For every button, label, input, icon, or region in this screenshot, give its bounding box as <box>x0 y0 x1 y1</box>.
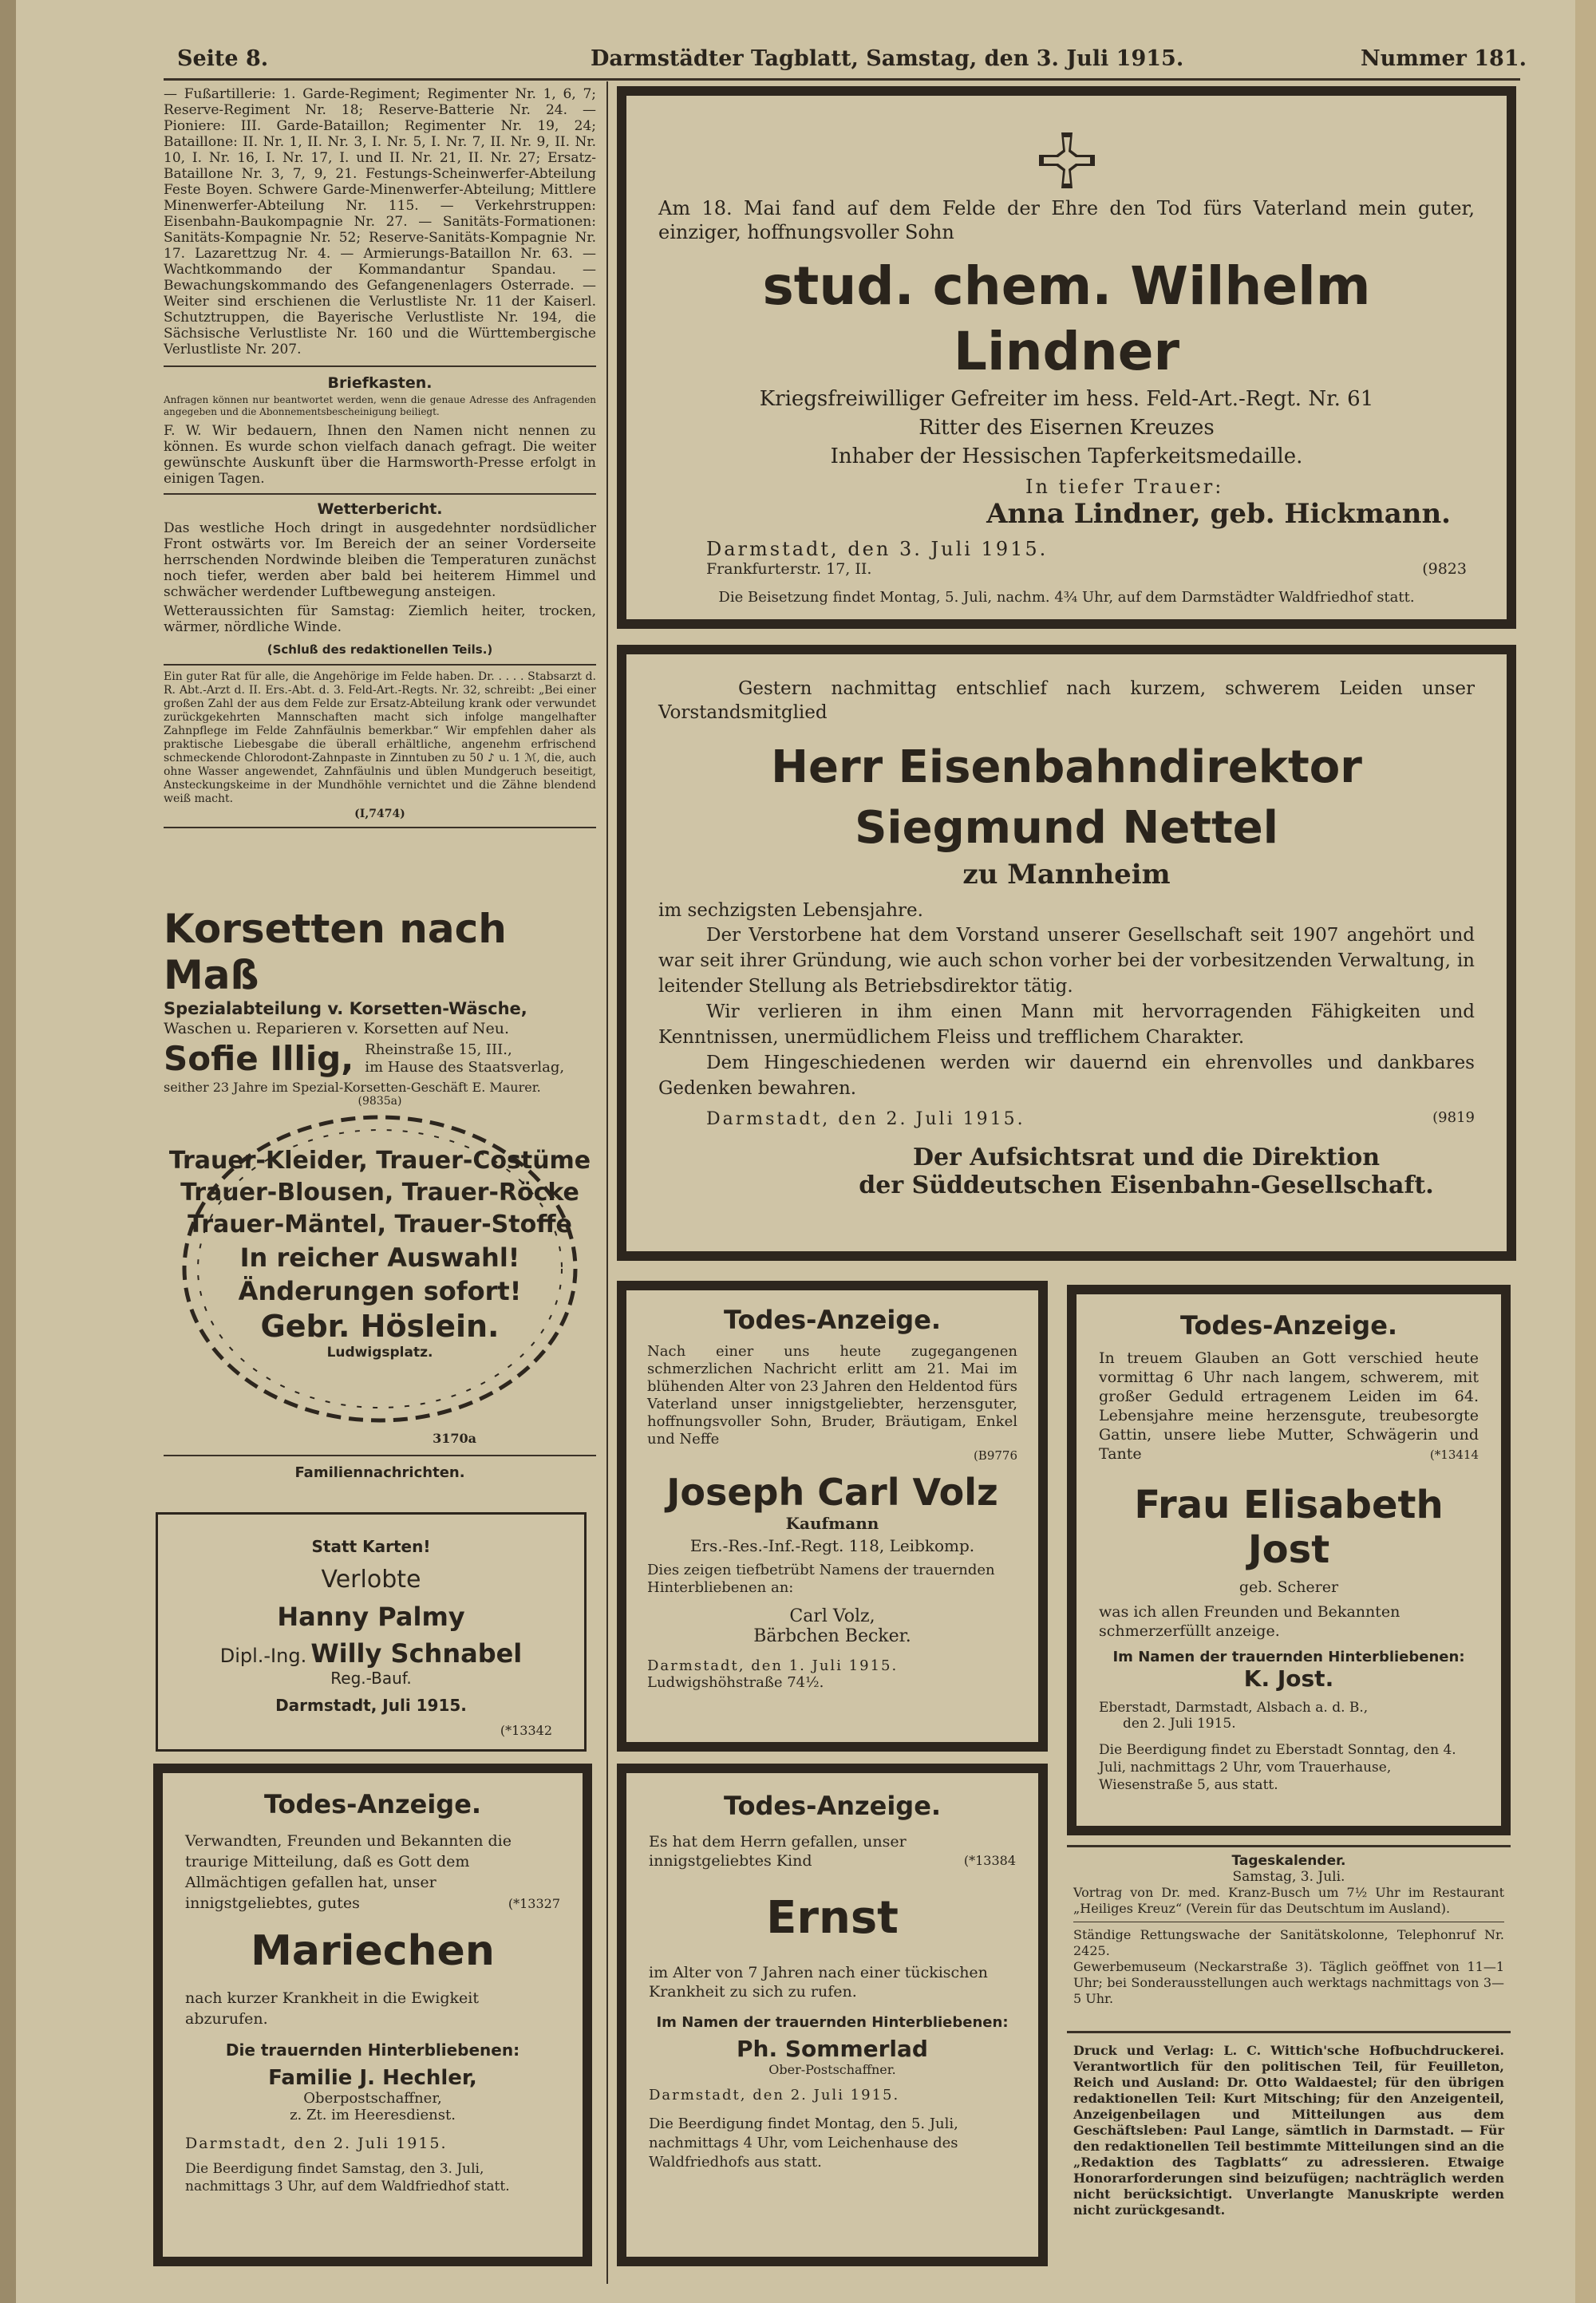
divider <box>164 365 596 367</box>
lindner-line3: Inhaber der Hessischen Tapferkeitsmedaille. <box>830 444 1303 468</box>
korsetten-line2: Waschen u. Reparieren v. Korsetten auf Neu. <box>164 1020 510 1037</box>
nettel-p3: Dem Hingeschiedenen werden wir dauernd ein ehrenvolles und dankbares Gedenken bewahren. <box>658 1053 1475 1099</box>
briefkasten-note: Anfragen können nur beantwortet werden, wenn die genaue Adresse des Anfragenden angegeben und die Abonnementsbescheinigung beiliegt. <box>164 394 596 417</box>
issue-number: Nummer 181. <box>1361 46 1527 71</box>
ernst-code: (*13384 <box>963 1853 1016 1868</box>
masthead-line: Darmstädter Tagblatt, Samstag, den 3. Juli 1915. <box>591 46 1184 71</box>
nettel-code: (9819 <box>1432 1109 1475 1126</box>
kalender-title: Tageskalender. <box>1231 1853 1346 1869</box>
ernst-text2: im Alter von 7 Jahren nach einer tückischen Krankheit zu sich zu rufen. <box>649 1964 988 2001</box>
lindner-addr: Frankfurterstr. 17, II. <box>706 560 872 578</box>
lindner-trauer: In tiefer Trauer: <box>1025 476 1224 498</box>
hechler-trauernd: Die trauernden Hinterbliebenen: <box>225 2040 520 2060</box>
verlobte-place: Darmstadt, Juli 1915. <box>275 1696 467 1715</box>
korsetten-code: (9835a) <box>358 1095 402 1108</box>
trauer-line4: In reicher Auswahl! <box>239 1242 520 1273</box>
briefkasten-text: F. W. Wir bedauern, Ihnen den Namen nicht nennen zu können. Es wurde schon vielfach danach gefragt. Die weiter gewünschte Auskunft über die Harmsworth-Presse erfolgt in einigen Tagen. <box>164 423 596 487</box>
hechler-text: Verwandten, Freunden und Bekannten die traurige Mitteilung, daß es Gott dem Allmächtigen gefallen hat, unser innigstgeliebtes, gutes <box>185 1832 512 1912</box>
verlobte-name2: Willy Schnabel <box>310 1638 523 1669</box>
volz-title: Todes-Anzeige. <box>723 1305 942 1335</box>
impressum: Druck und Verlag: L. C. Wittich'sche Hofbuchdruckerei. Verantwortlich für den politischen Teil, für Feuilleton, Reich und Ausland: Dr. Otto Waldaestel; für den übrigen redaktionellen Teil: Kurt Mitsching; für den Anzeigenteil, Anzeigenbeilagen und Mitteilungen aus dem Geschäftsleben: Paul Lange, sämtlich in Darmstadt. — Für den redaktionellen Teil bestimmte Mitteilungen sind an die „Redaktion des Tagblatts“ zu adressieren. Etwaige Honorarforderungen sind beizufügen; nachträglich werden nicht berücksichtigt. Unverlangte Manuskripte werden nicht zurückgesandt. <box>1073 2043 1504 2218</box>
trauer-place: Ludwigsplatz. <box>326 1345 433 1361</box>
lindner-place: Darmstadt, den 3. Juli 1915. <box>706 538 1049 560</box>
jost-sig: K. Jost. <box>1243 1665 1334 1692</box>
jost-name: Frau Elisabeth Jost <box>1134 1483 1444 1572</box>
nettel-sig2: der Süddeutschen Eisenbahn-Gesellschaft. <box>859 1171 1434 1199</box>
jost-imnamen: Im Namen der trauernden Hinterbliebenen: <box>1112 1649 1465 1665</box>
header-rule <box>164 78 1520 81</box>
ernst-name: Ernst <box>766 1892 899 1944</box>
ernst-sig: Ph. Sommerlad <box>737 2036 928 2062</box>
volz-sig1: Carl Volz, <box>789 1606 875 1626</box>
nettel-ort: zu Mannheim <box>962 859 1171 891</box>
trauer-firm: Gebr. Höslein. <box>260 1309 500 1344</box>
korsetten-title: Korsetten nach Maß <box>164 906 507 998</box>
left-binding-edge <box>0 0 16 2303</box>
left-column <box>164 86 596 833</box>
hechler-title: Todes-Anzeige. <box>263 1789 482 1819</box>
ernst-imnamen: Im Namen der trauernden Hinterbliebenen: <box>656 2014 1009 2031</box>
wetter-title: Wetterbericht. <box>317 500 443 518</box>
jost-notify: was ich allen Freunden und Bekannten schmerzerfüllt anzeige. <box>1099 1603 1400 1640</box>
jost-code: (*13414 <box>1429 1448 1479 1462</box>
nettel-place: Darmstadt, den 2. Juli 1915. <box>706 1109 1025 1129</box>
verlobte-name1: Hanny Palmy <box>277 1602 465 1632</box>
trauer-code: 3170a <box>433 1431 476 1446</box>
volz-regt: Ers.-Res.-Inf.-Regt. 118, Leibkomp. <box>689 1536 975 1555</box>
lindner-beisetzung: Die Beisetzung findet Montag, 5. Juli, nachm. 4¾ Uhr, auf dem Darmstädter Waldfriedhof statt. <box>718 589 1415 606</box>
korsetten-name: Sofie Illig, <box>164 1039 354 1078</box>
hechler-beerdigung: Die Beerdigung findet Samstag, den 3. Juli, nachmittags 3 Uhr, auf dem Waldfriedhof statt. <box>185 2161 510 2194</box>
lindner-mother: Anna Lindner, geb. Hickmann. <box>986 498 1451 530</box>
briefkasten-title: Briefkasten. <box>327 374 433 392</box>
nettel-p1: Der Verstorbene hat dem Vorstand unserer Gesellschaft seit 1907 angehört und war seit ihrer Gründung, wie auch schon vorher bei der vorbesitzenden Verwaltung, in leitender Stellung als Betriebsdirektor tätig. <box>658 925 1475 997</box>
volz-place: Darmstadt, den 1. Juli 1915. <box>647 1657 899 1674</box>
lindner-line2: Ritter des Eisernen Kreuzes <box>918 416 1215 440</box>
rat-code: (I,7474) <box>354 808 405 820</box>
volz-code: (B9776 <box>973 1448 1017 1463</box>
korsetten-line1: Spezialabteilung v. Korsetten-Wäsche, <box>164 999 527 1018</box>
iron-cross-icon <box>1039 132 1095 188</box>
lindner-line1: Kriegsfreiwilliger Gefreiter im hess. Feld-Art.-Regt. Nr. 61 <box>759 387 1374 411</box>
kalender-entry2: Ständige Rettungswache der Sanitätskolonne, Telephonruf Nr. 2425. <box>1073 1927 1504 1958</box>
volz-sig2: Bärbchen Becker. <box>753 1626 911 1646</box>
ernst-box <box>617 1764 1048 2266</box>
kalender-entry1: Vortrag von Dr. med. Kranz-Busch um 7½ Uhr im Restaurant „Heiliges Kreuz“ (Verein für das Deutschtum im Ausland). <box>1073 1885 1504 1916</box>
divider <box>164 493 596 495</box>
hechler-code: (*13327 <box>508 1896 560 1911</box>
kalender-date: Samstag, 3. Juli. <box>1232 1869 1345 1885</box>
nettel-intro: Gestern nachmittag entschlief nach kurzem, schwerem Leiden unser Vorstandsmitglied <box>658 678 1475 723</box>
hechler-name: Mariechen <box>251 1927 495 1975</box>
lindner-code: (9823 <box>1422 560 1467 578</box>
page-number: Seite 8. <box>177 46 269 71</box>
schluss-redaktion: (Schluß des redaktionellen Teils.) <box>267 642 493 657</box>
divider <box>1067 1845 1511 1847</box>
column-rule <box>606 81 608 2284</box>
jost-text: In treuem Glauben an Gott verschied heute vormittag 6 Uhr nach langem, schwerem, mit großer Geduld ertragenem Leiden im 64. Lebensjahre meine herzensgute, treubesorgte Gattin, unsere liebe Mutter, Schwägerin und Tante <box>1099 1349 1479 1463</box>
volz-addr: Ludwigshöhstraße 74½. <box>647 1674 824 1691</box>
trauer-line3: Trauer-Mäntel, Trauer-Stoffe <box>188 1211 572 1238</box>
hechler-role2: z. Zt. im Heeresdienst. <box>290 2107 456 2123</box>
volz-zeigen: Dies zeigen tiefbetrübt Namens der trauernden Hinterbliebenen an: <box>647 1562 995 1596</box>
hechler-place: Darmstadt, den 2. Juli 1915. <box>185 2135 448 2152</box>
trauer-line2: Trauer-Blousen, Trauer-Röcke <box>180 1179 579 1207</box>
nettel-alter: im sechzigsten Lebensjahre. <box>658 900 923 921</box>
trauer-line1: Trauer-Kleider, Trauer-Costüme <box>168 1147 591 1175</box>
hechler-box <box>153 1764 592 2266</box>
trauer-ad <box>164 1089 596 1448</box>
ernst-title: Todes-Anzeige. <box>723 1791 942 1821</box>
zahnpasta-rat: Ein guter Rat für alle, die Angehörige im Felde haben. Dr. . . . . Stabsarzt d. R. Abt.-Arzt d. II. Ers.-Abt. d. 3. Feld-Art.-Regts. Nr. 32, schreibt: „Bei einer großen Zahl der aus dem Felde zur Ersatz-Abteilung krank oder verwundet zurückgekehrten Mannschaften macht sich infolge mangelhafter Zahnpflege im Felde Zahnfäulnis bemerkbar.“ Wir empfehlen daher als praktische Liebesgabe die überall erhältliche, angenehm erfrischend schmeckende Chlorodont-Zahnpaste in Zinntuben zu 50 ♪ u. 1 ℳ, die, auch ohne Wasser angewendet, Zahnfäulnis und üblen Mundgeruch beseitigt, Ansteckungskeime in der Mundhöhle vernichtet und die Zähne blendend weiß macht. <box>164 670 596 805</box>
volz-box <box>617 1281 1048 1752</box>
verlobte-role: Reg.-Bauf. <box>330 1669 412 1688</box>
jost-date: den 2. Juli 1915. <box>1123 1716 1236 1732</box>
korsetten-ad <box>164 906 596 1108</box>
verlobte-title: Verlobte <box>321 1566 421 1594</box>
volz-name: Joseph Carl Volz <box>666 1471 998 1514</box>
ernst-beerdigung: Die Beerdigung findet Montag, den 5. Juli, nachmittags 4 Uhr, vom Leichenhause des Waldfriedhofs aus statt. <box>649 2115 958 2171</box>
wetter-aussicht: Wetteraussichten für Samstag: Ziemlich heiter, trocken, wärmer, nördliche Winde. <box>164 603 596 635</box>
nettel-sig1: Der Aufsichtsrat und die Direktion <box>912 1144 1381 1171</box>
divider <box>1067 2031 1511 2033</box>
jost-box <box>1067 1285 1511 1835</box>
wetter-text: Das westliche Hoch dringt in ausgedehnter nordsüdlicher Front ostwärts vor. Im Bereich der an seiner Vorderseite herrschenden Nordwinde bleiben die Temperaturen zunächst noch tiefer, werden aber bald bei heiterem Himmel und schwächer werdender Luftbewegung ansteigen. <box>164 520 596 600</box>
jost-place: Eberstadt, Darmstadt, Alsbach a. d. B., <box>1099 1700 1369 1716</box>
lindner-box <box>617 86 1516 629</box>
nettel-box <box>617 645 1516 1261</box>
verlobte-box <box>156 1512 587 1752</box>
volz-text: Nach einer uns heute zugegangenen schmerzlichen Nachricht erlitt am 21. Mai im blühenden Alter von 23 Jahren den Heldentod fürs Vaterland unser innigstgeliebter, herzensguter, hoffnungsvoller Sohn, Bruder, Bräutigam, Enkel und Neffe <box>647 1343 1017 1448</box>
hechler-text2: nach kurzer Krankheit in die Ewigkeit abzurufen. <box>185 1989 479 2028</box>
ernst-place: Darmstadt, den 2. Juli 1915. <box>649 2087 900 2104</box>
divider <box>164 664 596 666</box>
ernst-text: Es hat dem Herrn gefallen, unser innigstgeliebtes Kind <box>649 1833 907 1870</box>
hechler-family: Familie J. Hechler, <box>268 2066 477 2090</box>
kalender-entry3: Gewerbemuseum (Neckarstraße 3). Täglich geöffnet von 11—1 Uhr; bei Sonderausstellungen auch werktags nachmittags von 3—5 Uhr. <box>1073 1959 1504 2006</box>
hechler-role: Oberpostschaffner, <box>303 2090 442 2107</box>
korsetten-addr2: im Hause des Staatsverlag, <box>365 1059 565 1076</box>
familien-title: Familiennachrichten. <box>294 1464 465 1481</box>
lindner-text: Am 18. Mai fand auf dem Felde der Ehre den Tod fürs Vaterland mein guter, einziger, hoffnungsvoller Sohn <box>658 197 1475 243</box>
divider <box>164 1455 596 1456</box>
verlustliste-text: — Fußartillerie: 1. Garde-Regiment; Regimenter Nr. 1, 6, 7; Reserve-Regiment Nr. 18; Reserve-Batterie Nr. 24. — Pioniere: III. Garde-Bataillon; Regimenter Nr. 19, 24; Bataillone: II. Nr. 1, II. Nr. 3, I. Nr. 5, I. Nr. 7, II. Nr. 9, II. Nr. 10, I. Nr. 16, I. Nr. 17, I. und II. Nr. 21, II. Nr. 27; Ersatz-Bataillone Nr. 3, 7, 9, 21. Festungs-Scheinwerfer-Abteilung Feste Boyen. Schwere Garde-Minenwerfer-Abteilung; Mittlere Minenwerfer-Abteilung Nr. 115. — Verkehrstruppen: Eisenbahn-Baukompagnie Nr. 27. — Sanitäts-Formationen: Sanitäts-Kompagnie Nr. 52; Reserve-Sanitäts-Kompagnie Nr. 17. Lazarettzug Nr. 4. — Armierungs-Bataillon Nr. 63. — Wachtkommando der Kommandantur Spandau. — Bewachungskommando des Gefangenenlagers Osterrade. — Weiter sind erschienen die Verlustliste Nr. 11 der Kaiserl. Schutztruppen, die Bayerische Verlustliste Nr. 194, die Sächsische Verlustliste Nr. 160 und die Württembergische Verlustliste Nr. 207. <box>164 86 596 357</box>
tageskalender <box>1073 1853 1504 2007</box>
korsetten-addr1: Rheinstraße 15, III., <box>365 1041 512 1058</box>
verlobte-code: (*13342 <box>500 1723 552 1738</box>
jost-beerdigung: Die Beerdigung findet zu Eberstadt Sonntag, den 4. Juli, nachmittags 2 Uhr, vom Trauerhause, Wiesenstraße 5, aus statt. <box>1099 1742 1456 1793</box>
nettel-name: Herr Eisenbahndirektor Siegmund Nettel <box>771 741 1362 854</box>
volz-beruf: Kaufmann <box>785 1514 879 1533</box>
korsetten-line3: seither 23 Jahre im Spezial-Korsetten-Geschäft E. Maurer. <box>164 1080 541 1095</box>
ernst-role: Ober-Postschaffner. <box>768 2062 896 2077</box>
divider <box>164 827 596 828</box>
jost-title: Todes-Anzeige. <box>1179 1310 1398 1341</box>
verlobte-prefix: Dipl.-Ing. <box>219 1645 307 1667</box>
right-page-edge <box>1575 0 1596 2303</box>
trauer-line5: Änderungen sofort! <box>238 1276 522 1306</box>
jost-geb: geb. Scherer <box>1238 1578 1339 1596</box>
lindner-name: stud. chem. Wilhelm Lindner <box>762 255 1371 382</box>
verlobte-statt: Statt Karten! <box>311 1537 431 1556</box>
nettel-p2: Wir verlieren in ihm einen Mann mit hervorragenden Fähigkeiten und Kenntnissen, unermüdlichem Fleiss und trefflichem Charakter. <box>658 1001 1475 1048</box>
